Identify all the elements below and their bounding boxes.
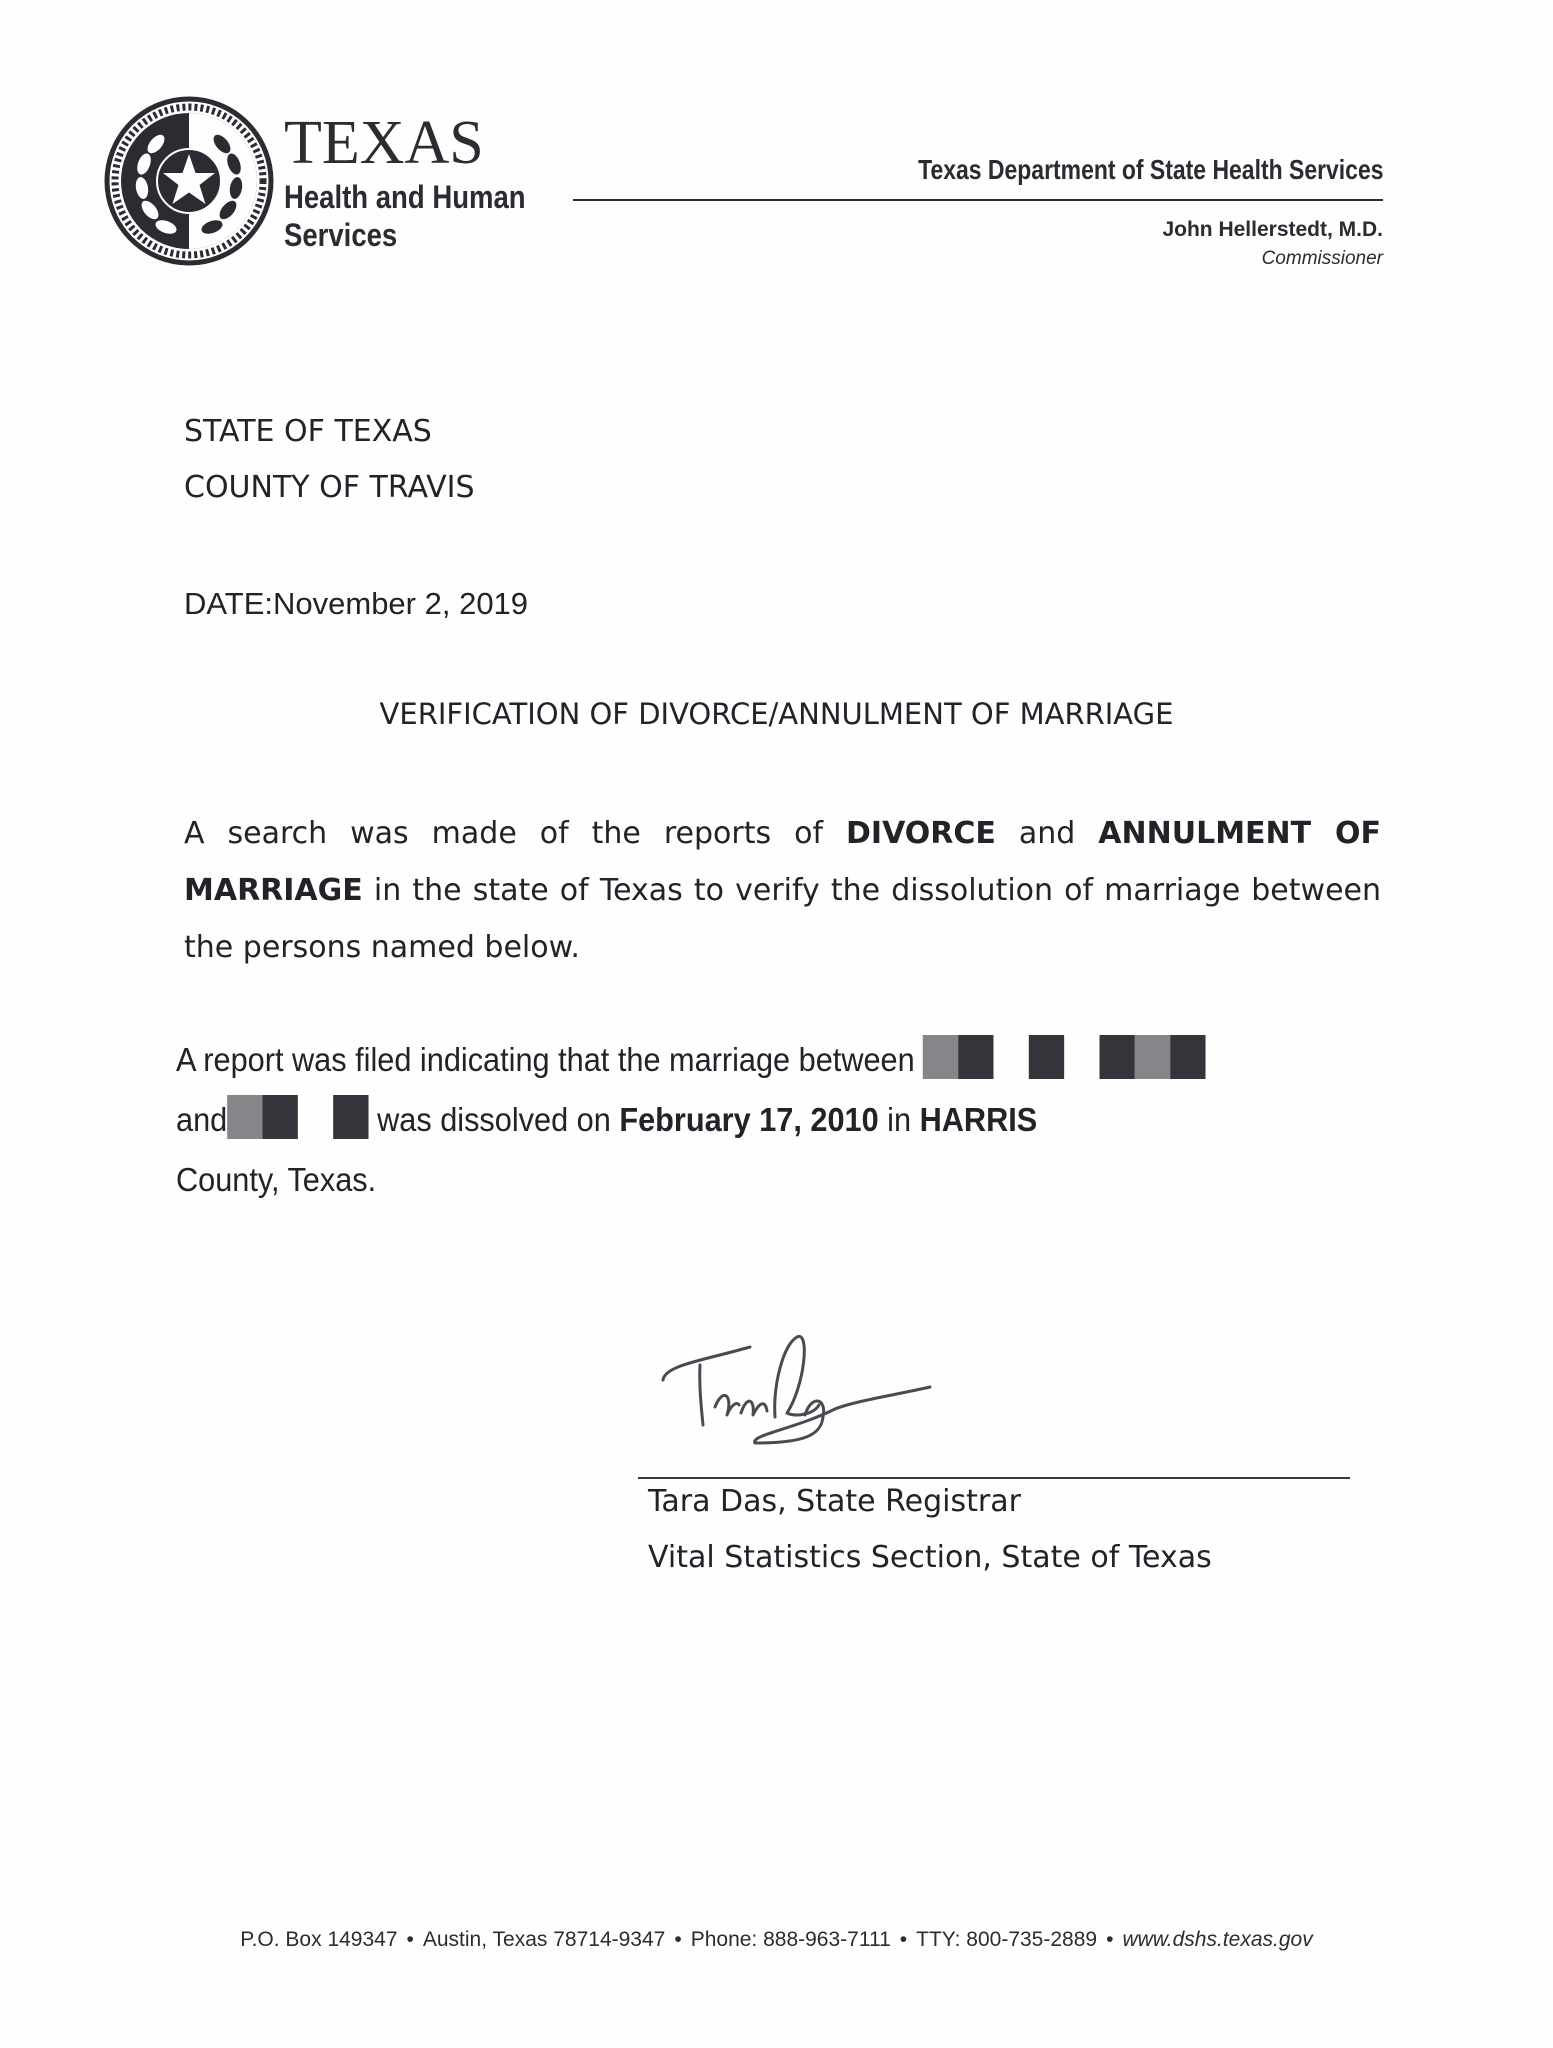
dissolution-date: February 17, 2010 (619, 1101, 879, 1138)
annulment-bold: ANNULMENT OF MARRIAGE (184, 816, 1381, 908)
commissioner-name: John Hellerstedt, M.D. (1162, 218, 1383, 241)
header-divider (573, 199, 1383, 201)
text-run: and (176, 1101, 228, 1138)
report-paragraph (176, 1030, 1301, 1210)
footer-website-link[interactable]: www.dshs.texas.gov (1122, 1928, 1313, 1951)
footer-po-box: P.O. Box 149347 (240, 1928, 398, 1951)
bullet-separator: • (406, 1928, 414, 1951)
commissioner-title: Commissioner (1261, 248, 1383, 269)
date-label: DATE: (184, 586, 273, 621)
report-line-2 (176, 1090, 1301, 1150)
text-run: was dissolved on (368, 1101, 620, 1138)
bullet-separator: • (1106, 1928, 1114, 1951)
search-paragraph (184, 805, 1381, 976)
text-run: in (878, 1101, 920, 1138)
logo-texas-text: TEXAS (284, 109, 484, 177)
divorce-bold: DIVORCE (846, 816, 996, 851)
logo-agency-line1: Health and Human (284, 179, 526, 215)
footer-phone: Phone: 888-963-7111 (690, 1928, 891, 1951)
footer-tty: TTY: 800-735-2889 (916, 1928, 1098, 1951)
handwritten-signature (655, 1325, 975, 1450)
county-line: COUNTY OF TRAVIS (184, 470, 475, 505)
footer-city: Austin, Texas 78714-9347 (422, 1928, 666, 1951)
text-run: A report was filed indicating that the marriage between (176, 1041, 924, 1078)
footer-contact (0, 1928, 1553, 1952)
text-run: in the state of Texas to verify the dissolution of marriage between the persons named below. (184, 873, 1381, 965)
report-line-1 (176, 1030, 1301, 1090)
bullet-separator: • (899, 1928, 908, 1951)
state-line: STATE OF TEXAS (184, 414, 432, 449)
redacted-name-2 (227, 1095, 368, 1139)
registrar-name-title: Tara Das, State Registrar (648, 1484, 1021, 1519)
logo-agency-name (284, 178, 526, 254)
registrar-section: Vital Statistics Section, State of Texas (648, 1540, 1212, 1575)
text-run: A search was made of the reports of (184, 816, 846, 851)
redacted-name-1 (923, 1035, 1206, 1079)
report-line-3: County, Texas. (176, 1161, 377, 1198)
date-value: November 2, 2019 (273, 586, 529, 621)
document-title: VERIFICATION OF DIVORCE/ANNULMENT OF MARRIAGE (379, 697, 1174, 731)
text-run: and (995, 816, 1099, 851)
county-name: HARRIS (919, 1101, 1038, 1138)
date-line (184, 586, 528, 622)
department-name: Texas Department of State Health Services (917, 154, 1383, 185)
bullet-separator: • (674, 1928, 682, 1951)
logo-agency-line2: Services (284, 217, 398, 253)
texas-seal-logo (104, 96, 274, 266)
signature-line (638, 1477, 1350, 1479)
